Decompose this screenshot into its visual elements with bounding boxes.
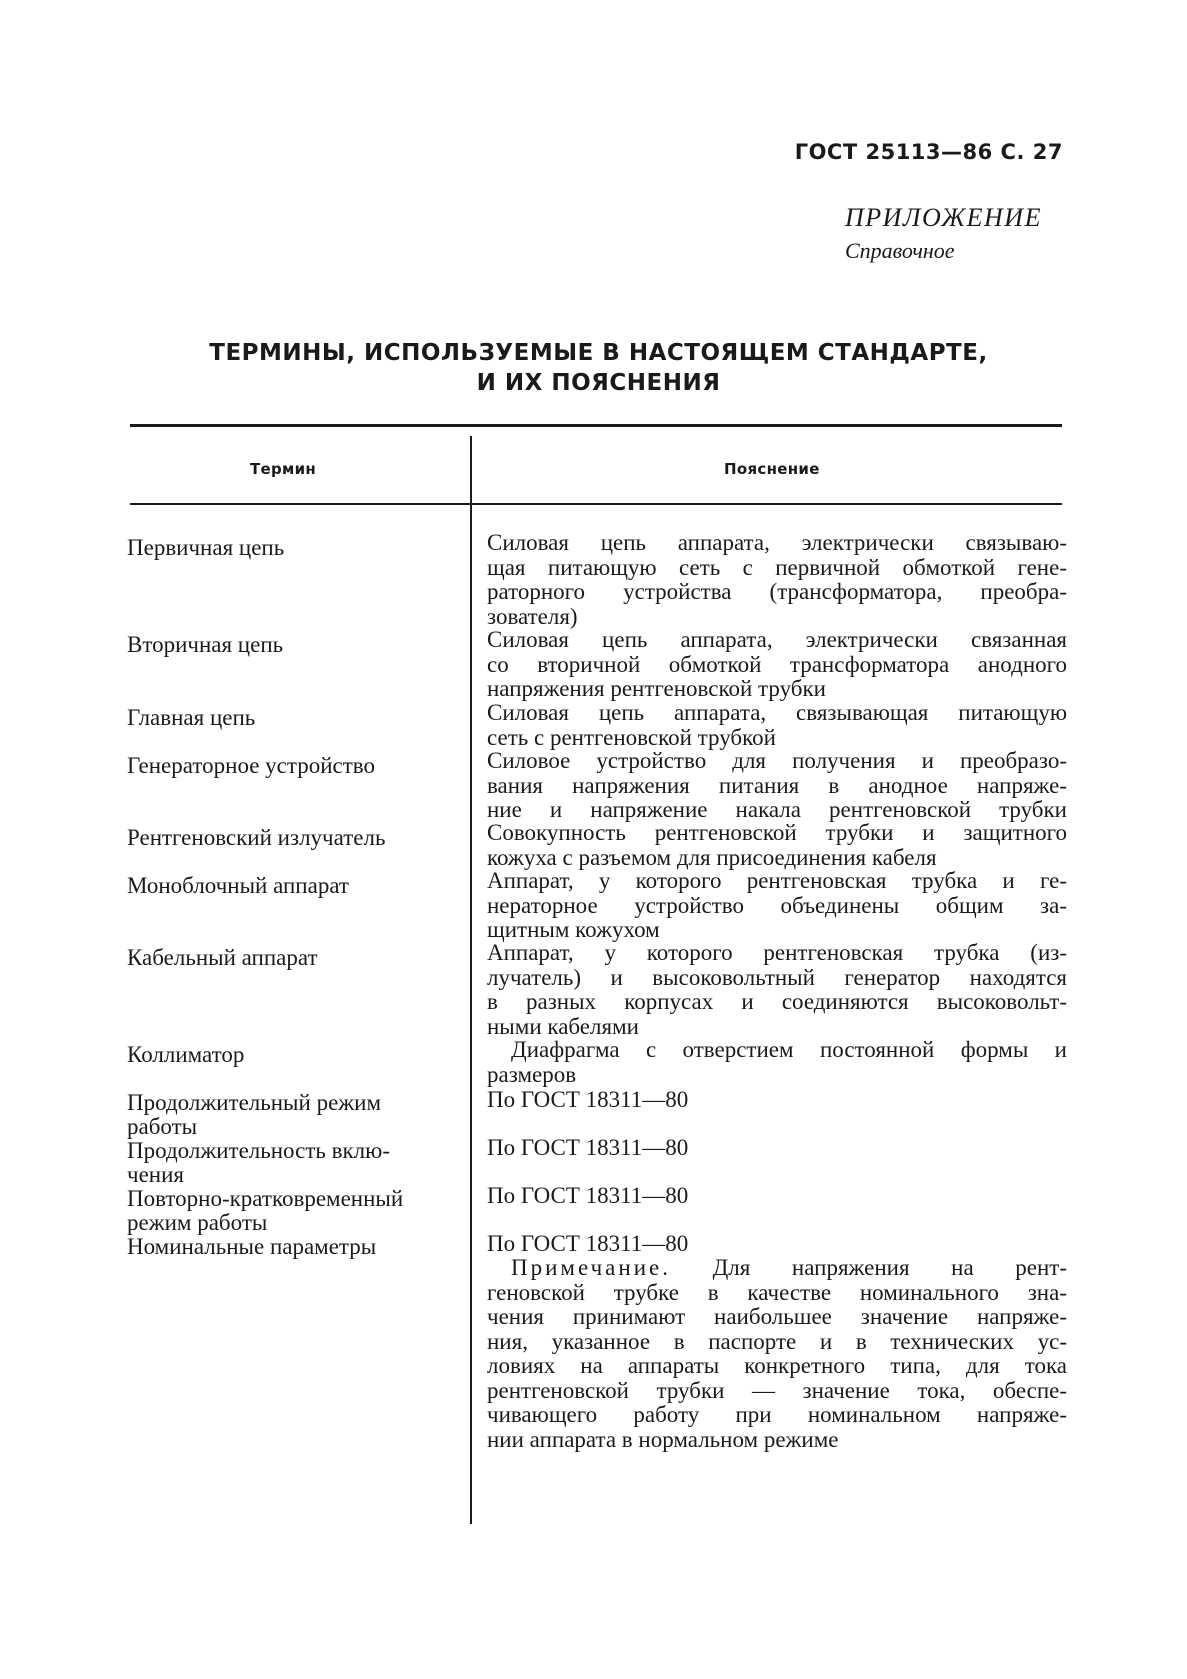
term-line: режим работы — [127, 1210, 268, 1235]
term-line: Моноблочный аппарат — [127, 873, 349, 898]
explanation-line: Силовая цепь аппарата, электрически связанная — [487, 627, 1067, 652]
table-row-explanation — [487, 1088, 1067, 1113]
column-header-explanation: Пояснение — [724, 460, 820, 478]
table-row-term — [127, 946, 459, 970]
term-line: чения — [127, 1162, 184, 1187]
explanation-line: нераторное устройство объединены общим за- — [487, 892, 1067, 918]
table-row-term — [127, 1091, 459, 1139]
explanation-line: По ГОСТ 18311—80 — [487, 1087, 689, 1112]
term-line: Генераторное устройство — [127, 753, 375, 778]
table-row-term — [127, 633, 459, 657]
table-row-term — [127, 1139, 459, 1187]
note-line: чения принимают наибольшее значение напряже- — [487, 1304, 1067, 1329]
note-block — [487, 1256, 1067, 1452]
explanation-line: Аппарат, у которого рентгеновская трубка (из- — [487, 940, 1067, 965]
explanation-line: в разных корпусах и соединяются высоковольт- — [487, 989, 1067, 1014]
table-row-term — [127, 1043, 459, 1067]
table-row-term — [127, 826, 459, 850]
explanation-line: По ГОСТ 18311—80 — [487, 1231, 689, 1256]
title-line-2: И ИХ ПОЯСНЕНИЯ — [476, 370, 721, 396]
term-line: Кабельный аппарат — [127, 945, 318, 970]
note-line: рентгеновской трубки — значение тока, обеспе- — [487, 1377, 1067, 1403]
term-line: Номинальные параметры — [127, 1234, 377, 1259]
term-line: Главная цепь — [127, 705, 256, 730]
note-line: чивающего работу при номинальном напряже- — [487, 1402, 1067, 1427]
table-row-explanation — [487, 701, 1067, 750]
note-label: Примечание. — [511, 1255, 671, 1280]
appendix-subtitle: Справочное — [845, 238, 955, 263]
table-row-explanation — [487, 941, 1067, 1039]
term-line: Рентгеновский излучатель — [127, 825, 386, 850]
term-line: Коллиматор — [127, 1042, 245, 1067]
note-line: ния, указанное в паспорте и в технических ус- — [487, 1328, 1067, 1354]
table-row-explanation — [487, 1136, 1067, 1161]
explanation-line: лучатель) и высоковольтный генератор находятся — [487, 964, 1067, 990]
explanation-line: ние и напряжение накала рентгеновской трубки — [487, 797, 1067, 822]
table-header-rule — [130, 503, 1062, 505]
term-line: работы — [127, 1114, 198, 1139]
appendix-label: ПРИЛОЖЕНИЕ — [845, 203, 1042, 232]
explanation-line: Силовая цепь аппарата, электрически связываю- — [487, 530, 1067, 555]
table-row-term — [127, 754, 459, 778]
explanation-line: вания напряжения питания в анодное напряже- — [487, 772, 1067, 798]
note-line: Для напряжения на рент- — [712, 1255, 1067, 1280]
explanation-line: напряжения рентгеновской трубки — [487, 676, 826, 701]
explanation-line: размеров — [487, 1061, 577, 1087]
explanation-line: ными кабелями — [487, 1013, 639, 1039]
explanation-line: раторного устройства (трансформатора, преобра- — [487, 579, 1067, 604]
explanation-line: зователя) — [487, 603, 578, 629]
note-line: ловиях на аппараты конкретного типа, для тока — [487, 1353, 1067, 1378]
explanation-line: сеть с рентгеновской трубкой — [487, 724, 776, 750]
title-line-1: ТЕРМИНЫ, ИСПОЛЬЗУЕМЫЕ В НАСТОЯЩЕМ СТАНДАРТЕ, — [209, 340, 988, 366]
term-line: Повторно-кратковременный — [127, 1186, 404, 1211]
explanation-line: Совокупность рентгеновской трубки и защитного — [487, 820, 1067, 845]
explanation-line: Диафрагма с отверстием постоянной формы и — [511, 1037, 1067, 1062]
explanation-line: щая питающую сеть с первичной обмоткой гене- — [487, 554, 1067, 580]
explanation-line: Силовая цепь аппарата, связывающая питающую — [487, 700, 1067, 725]
table-row-term — [127, 1235, 459, 1259]
explanation-line: По ГОСТ 18311—80 — [487, 1135, 689, 1160]
term-line: Первичная цепь — [127, 535, 285, 560]
table-row-explanation — [487, 1232, 1067, 1257]
table-row-explanation — [487, 749, 1067, 823]
note-first-line — [487, 1256, 1067, 1281]
page-title — [0, 338, 1187, 398]
table-row-explanation — [487, 1038, 1067, 1087]
table-row-explanation — [487, 628, 1067, 702]
document-code: ГОСТ 25113—86 С. 27 — [794, 140, 1063, 164]
table-row-explanation — [487, 821, 1067, 870]
explanation-line: кожуха с разъемом для присоединения кабеля — [487, 844, 937, 870]
table-row-term — [127, 874, 459, 898]
table-row-explanation — [487, 1184, 1067, 1209]
term-line: Продолжительный режим — [127, 1090, 382, 1115]
term-line: Продолжительность вклю- — [127, 1138, 390, 1163]
term-line: Вторичная цепь — [127, 632, 284, 657]
table-row-explanation — [487, 531, 1067, 629]
explanation-line: со вторичной обмоткой трансформатора анодного — [487, 651, 1067, 677]
table-row-term — [127, 706, 459, 730]
note-line: геновской трубке в качестве номинального зна- — [487, 1279, 1067, 1305]
table-row-term — [127, 536, 459, 560]
table-column-divider — [470, 436, 472, 1524]
note-line: нии аппарата в нормальном режиме — [487, 1426, 839, 1452]
column-header-term: Термин — [250, 460, 317, 478]
table-top-rule — [130, 424, 1062, 427]
explanation-line: щитным кожухом — [487, 917, 660, 942]
explanation-line: По ГОСТ 18311—80 — [487, 1183, 689, 1208]
table-row-term — [127, 1187, 459, 1235]
explanation-line: Силовое устройство для получения и преобразо- — [487, 748, 1067, 773]
explanation-line: Аппарат, у которого рентгеновская трубка и ге- — [487, 868, 1067, 893]
table-row-explanation — [487, 869, 1067, 943]
